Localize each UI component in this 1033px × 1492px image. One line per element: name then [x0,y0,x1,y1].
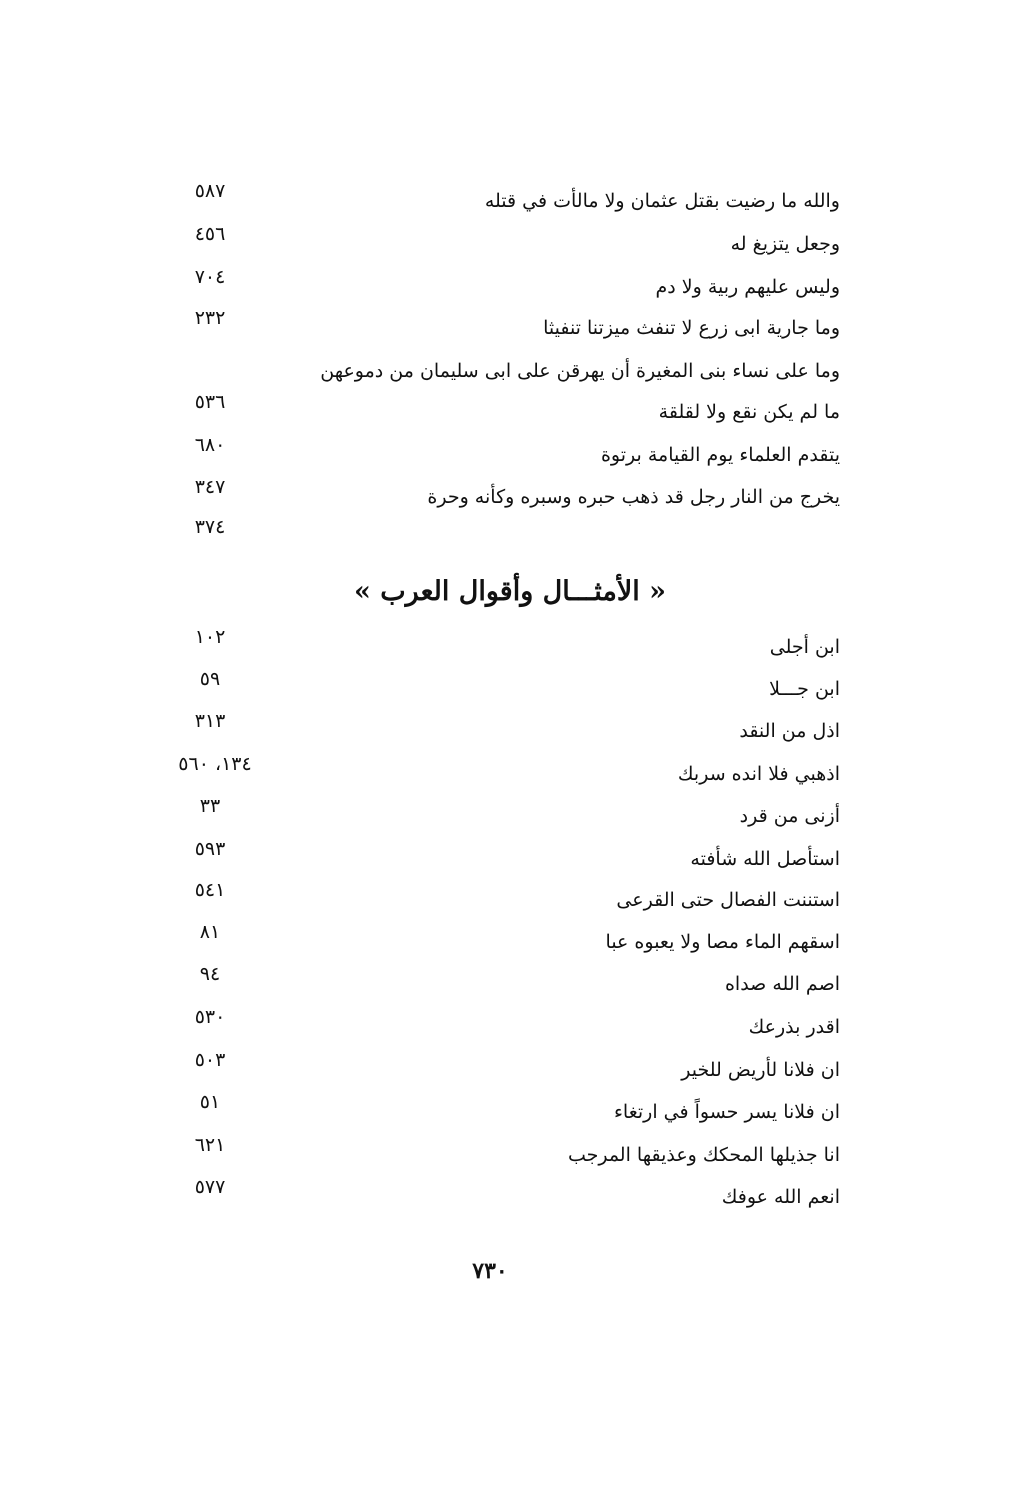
entry-text: اقدر بذرعك [748,1016,840,1038]
index-entry [170,180,840,224]
index-entry [170,350,840,394]
entry-text: اذل من النقد [739,720,840,742]
entry-page-ref: ٨١ [199,921,221,943]
entry-page-ref: ٥٣٠ [194,1006,226,1028]
entry-page-ref: ٥١ [199,1091,221,1113]
entry-text: انعم الله عوفك [721,1186,840,1208]
entry-page-ref: ٩٤ [199,963,221,985]
entry-text: انا جذيلها المحكك وعذيقها المرجب [567,1144,840,1166]
entry-text: استننت الفصال حتى القرعى [616,889,840,911]
index-entry [170,710,840,754]
entry-text: وجعل يتزيغ له [730,233,840,255]
index-entry [170,626,840,670]
entry-page-ref: ٢٣٢ [194,307,226,329]
entry-page-ref: ٣٧٤ [194,516,226,538]
entry-text: استأصل الله شأفته [690,848,840,870]
index-entry [170,516,840,560]
index-entry [170,921,840,965]
index-entry [170,434,840,478]
entry-text: وما جارية ابى زرع لا تنفث ميزتنا تنفيثا [543,317,840,339]
entry-text: وما على نساء بنى المغيرة أن يهرقن على ابى سليمان من دموعهن [320,360,840,382]
entry-text: أزنى من قرد [739,805,840,827]
entry-text: ان فلانا يسر حسواً في ارتغاء [614,1101,840,1123]
index-entry [170,391,840,435]
entry-page-ref: ٣٤٧ [194,476,226,498]
entry-page-ref: ٦٨٠ [194,434,226,456]
index-entry [170,668,840,712]
index-entry [170,838,840,882]
index-entry [170,307,840,351]
index-entry [170,1091,840,1135]
index-entry [170,879,840,923]
entry-page-ref: ٣٣ [199,795,221,817]
entry-text: ما لم يكن نقع ولا لقلقة [658,401,840,423]
entry-page-ref: ٣١٣ [194,710,226,732]
index-entry [170,1006,840,1050]
index-entry [170,266,840,310]
index-entry [170,1176,840,1220]
entry-text: وليس عليهم ربية ولا دم [655,276,840,298]
entry-page-ref: ٥٧٧ [194,1176,226,1198]
entry-text: يتقدم العلماء يوم القيامة برتوة [600,444,840,466]
index-entry [170,1134,840,1178]
entry-text: ابن جـــلا [769,678,840,700]
entry-page-ref: ٥٩٣ [194,838,226,860]
index-entry [170,963,840,1007]
index-entry [170,476,840,520]
entry-page-ref: ٥٩ [199,668,221,690]
entry-page-ref: ٥٣٦ [194,391,226,413]
entry-page-ref: ٦٢١ [194,1134,226,1156]
index-entry [170,223,840,267]
index-entry [170,1049,840,1093]
entry-page-ref: ٤٥٦ [194,223,226,245]
entry-text: يخرج من النار رجل قد ذهب حبره وسبره وكأنه وحرة [427,486,840,508]
entry-text: اصم الله صداه [724,973,840,995]
entry-page-ref: ٥٤١ [194,879,226,901]
entry-page-ref: ١٣٤، ٥٦٠ [178,753,252,775]
entry-text: والله ما رضيت بقتل عثمان ولا مالأت في قتله [484,190,840,212]
entry-page-ref: ١٠٢ [194,626,226,648]
entry-page-ref: ٥٨٧ [194,180,226,202]
entry-page-ref: ٧٠٤ [194,266,226,288]
entry-text: اذهبي فلا انده سربك [677,763,840,785]
page-number: ٧٣٠ [472,1258,508,1284]
entry-text: ان فلانا لأريض للخير [681,1059,840,1081]
index-entry [170,795,840,839]
entry-text: ابن أجلى [769,636,840,658]
index-entry [170,753,840,797]
entry-page-ref: ٥٠٣ [194,1049,226,1071]
entry-text: اسقهم الماء مصا ولا يعبوه عبا [605,931,840,953]
section-heading: « الأمثـــال وأقوال العرب » [353,576,667,607]
